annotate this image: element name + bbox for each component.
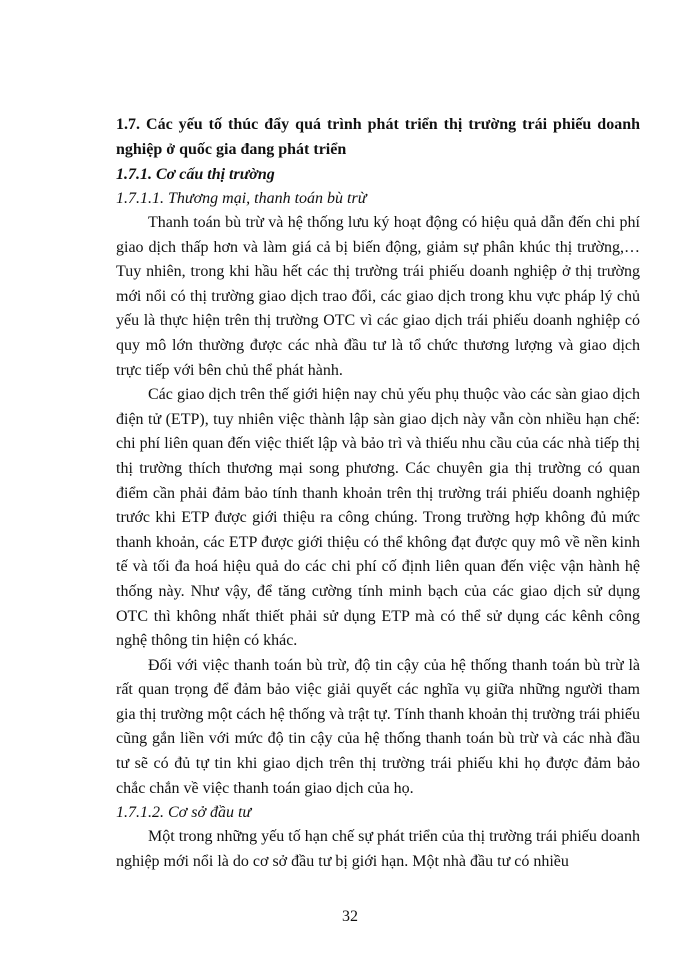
page-number: 32	[342, 908, 358, 925]
paragraph-2: Các giao dịch trên thế giới hiện nay chủ yếu phụ thuộc vào các sàn giao dịch điện tử (ETP), tuy nhiên việc thành lập sàn giao dịch này vẫn còn nhiều hạn chế: chi phí liên quan đến việc thiết lập và bảo trì và thiếu nhu cầu của các nhà tiếp thị thị trường thích thương mại song phương. Các chuyên gia thị trường có quan điểm cần phải đảm bảo tính thanh khoản trên thị trường trái phiếu doanh nghiệp trước khi ETP được giới thiệu ra công chúng. Trong trường hợp không đủ mức thanh khoản, các ETP được giới thiệu có thể không đạt được quy mô về nền kinh tế và tối đa hoá hiệu quả do các chi phí cố định liên quan đến việc vận hành hệ thống này. Như vậy, để tăng cường tính minh bạch của các giao dịch sử dụng OTC thì không nhất thiết phải sử dụng ETP mà có thể sử dụng các kênh công nghệ thông tin hiện có khác.	[116, 386, 640, 650]
subsubsection-heading-1: 1.7.1.1. Thương mại, thanh toán bù trừ	[116, 190, 367, 207]
paragraph-3: Đối với việc thanh toán bù trừ, độ tin cậy của hệ thống thanh toán bù trừ là rất quan trọng để đảm bảo việc giải quyết các nghĩa vụ giữa những người tham gia thị trường một cách hệ thống và trật tự. Tính thanh khoản thị trường trái phiếu cũng gắn liền với mức độ tin cậy của hệ thống thanh toán bù trừ và các nhà đầu tư sẽ có đủ tự tin khi giao dịch trên thị trường trái phiếu khi họ được đảm bảo chắc chắn về việc thanh toán giao dịch của họ.	[116, 656, 640, 797]
document-body	[116, 112, 640, 874]
paragraph-4: Một trong những yếu tố hạn chế sự phát triển của thị trường trái phiếu doanh nghiệp mới nổi là do cơ sở đầu tư bị giới hạn. Một nhà đầu tư có nhiều	[116, 828, 640, 870]
paragraph-1: Thanh toán bù trừ và hệ thống lưu ký hoạt động có hiệu quả dẫn đến chi phí giao dịch thấp hơn và làm giá cả bị biến động, giảm sự phân khúc thị trường,… Tuy nhiên, trong khi hầu hết các thị trường trái phiếu doanh nghiệp ở thị trường mới nổi có thị trường giao dịch trao đổi, các giao dịch trong khu vực pháp lý chủ yếu là thực hiện trên thị trường OTC vì các giao dịch trái phiếu doanh nghiệp có quy mô lớn thường được các nhà đầu tư là tổ chức thương lượng và giao dịch trực tiếp với bên chủ thể phát hành.	[116, 214, 640, 379]
subsubsection-heading-2: 1.7.1.2. Cơ sở đầu tư	[116, 804, 252, 822]
section-heading: 1.7. Các yếu tố thúc đẩy quá trình phát triển thị trường trái phiếu doanh nghiệp ở quốc gia đang phát triển	[116, 116, 640, 158]
subsection-heading: 1.7.1. Cơ cấu thị trường	[116, 166, 275, 183]
